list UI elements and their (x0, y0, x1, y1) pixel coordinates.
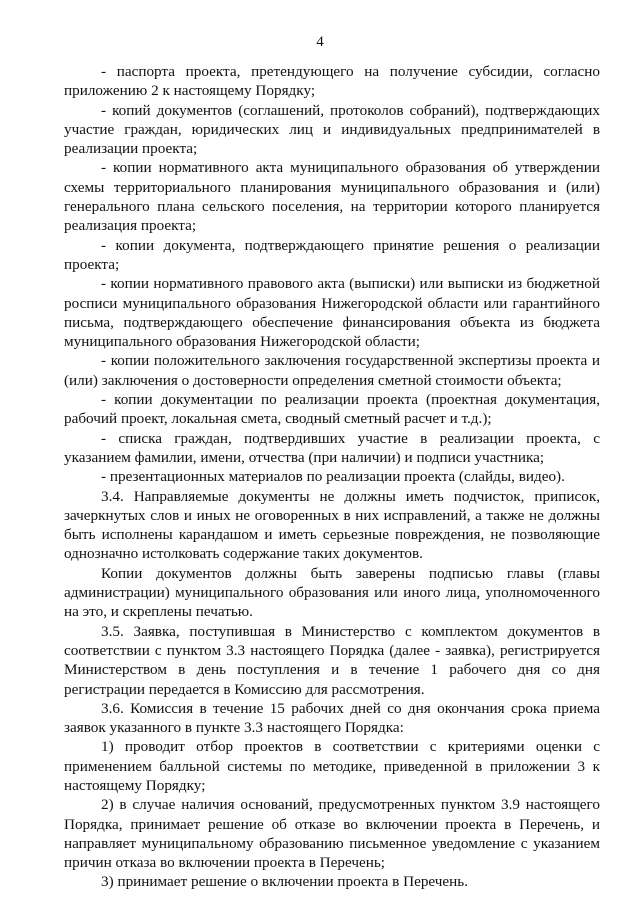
paragraph-item-2: 2) в случае наличия оснований, предусмотренных пунктом 3.9 настоящего Порядка, принимает решение об отказе во включении проекта в Перечень, и направляет муниципальному образованию письменное уведомление с указанием причин отказа во включении проекта в Перечень; (64, 796, 600, 872)
page-number: 4 (316, 34, 324, 50)
paragraph-presentation-materials: - презентационных материалов по реализации проекта (слайды, видео). (101, 468, 565, 486)
paragraph-section-3-6: 3.6. Комиссия в течение 15 рабочих дней со дня окончания срока приема заявок указанного в пункте 3.3 настоящего Порядка: (64, 699, 600, 737)
document-body (64, 62, 600, 892)
paragraph-item-3: 3) принимает решение о включении проекта в Перечень. (101, 873, 469, 891)
paragraph-item-1: 1) проводит отбор проектов в соответствии с критериями оценки с применением балльной системы по методике, приведенной в приложении 3 к настоящему Порядку; (64, 738, 600, 794)
paragraph-copies-certification: Копии документов должны быть заверены подписью главы (главы администрации) муниципального образования или иного лица, уполномоченного на это, и скреплены печатью. (64, 564, 600, 621)
paragraph-section-3-4: 3.4. Направляемые документы не должны иметь подчисток, приписок, зачеркнутых слов и иных не оговоренных в них исправлений, а также не должны быть исполнены карандашом и иметь серьезные повреждения, не позволяющие однозначно истолковать содержание таких документов. (64, 487, 600, 563)
paragraph-passport: - паспорта проекта, претендующего на получение субсидии, согласно приложению 2 к настоящему Порядку; (64, 63, 600, 100)
paragraph-decision-document: - копии документа, подтверждающего принятие решения о реализации проекта; (64, 236, 600, 273)
paragraph-citizens-list: - списка граждан, подтвердивших участие в реализации проекта, с указанием фамилии, имени, отчества (при наличии) и подписи участника; (64, 429, 600, 466)
paragraph-agreements-copies: - копий документов (соглашений, протоколов собраний), подтверждающих участие граждан, юридических лиц и индивидуальных предпринимателей в реализации проекта; (64, 101, 600, 158)
paragraph-project-documentation: - копии документации по реализации проекта (проектная документация, рабочий проект, локальная смета, сводный сметный расчет и т.д.); (64, 391, 600, 428)
paragraph-budget-extract: - копии нормативного правового акта (выписки) или выписки из бюджетной росписи муниципального образования Нижегородской области или гарантийного письма, подтверждающего обеспечение финансирования объекта из бюджета муниципального образования Нижегородской области; (64, 275, 600, 351)
paragraph-territorial-planning: - копии нормативного акта муниципального образования об утверждении схемы территориального планирования муниципального образования и (или) генерального плана сельского поселения, на территории которого планируется реализация проекта; (64, 159, 600, 235)
paragraph-section-3-5: 3.5. Заявка, поступившая в Министерство с комплектом документов в соответствии с пунктом 3.3 настоящего Порядка (далее - заявка), регистрируется Министерством в день поступления и в течение 1 рабочего дня со дня регистрации передается в Комиссию для рассмотрения. (64, 622, 600, 698)
paragraph-state-expertise: - копии положительного заключения государственной экспертизы проекта и (или) заключения о достоверности определения сметной стоимости объекта; (64, 352, 600, 389)
